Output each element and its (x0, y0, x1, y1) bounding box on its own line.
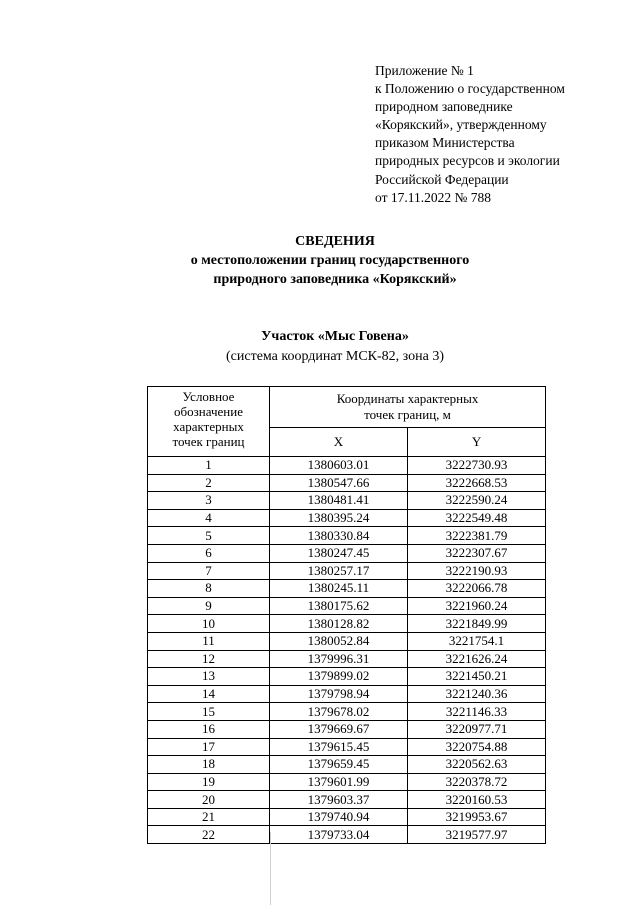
appendix-line: «Корякский», утвержденному (375, 117, 547, 133)
header-line: Координаты характерных (336, 391, 479, 406)
table-row (148, 756, 546, 774)
x-coordinate-cell: 1379615.45 (270, 738, 408, 756)
y-coordinate-cell: 3221626.24 (408, 650, 546, 668)
y-coordinate-cell: 3221146.33 (408, 703, 546, 721)
x-coordinate-cell: 1380052.84 (270, 632, 408, 650)
y-coordinate-cell: 3222307.67 (408, 544, 546, 562)
y-coordinate-cell: 3219953.67 (408, 808, 546, 826)
x-coordinate-cell: 1379659.45 (270, 756, 408, 774)
y-coordinate-cell: 3219577.97 (408, 826, 546, 844)
table-row (148, 509, 546, 527)
table-row (148, 720, 546, 738)
table-row (148, 562, 546, 580)
title-subline: о местоположении границ государственного (190, 253, 470, 268)
point-number-cell: 8 (148, 580, 270, 598)
point-number-cell: 9 (148, 597, 270, 615)
point-number-cell: 18 (148, 756, 270, 774)
x-coordinate-cell: 1380481.41 (270, 492, 408, 510)
x-coordinate-cell: 1379996.31 (270, 650, 408, 668)
table-row (148, 597, 546, 615)
y-coordinate-cell: 3222730.93 (408, 457, 546, 475)
table-row (148, 492, 546, 510)
point-number-cell: 4 (148, 509, 270, 527)
appendix-line: Российской Федерации (375, 171, 509, 187)
appendix-line: от 17.11.2022 № 788 (375, 189, 491, 205)
table-row (148, 738, 546, 756)
coordinate-system: (система координат МСК-82, зона 3) (226, 349, 444, 364)
table-row (148, 773, 546, 791)
table-row (148, 808, 546, 826)
coordinates-table (147, 386, 546, 844)
y-coordinate-cell: 3220562.63 (408, 756, 546, 774)
y-coordinate-cell: 3222381.79 (408, 527, 546, 545)
table-row (148, 685, 546, 703)
x-coordinate-cell: 1380257.17 (270, 562, 408, 580)
x-coordinate-cell: 1379798.94 (270, 685, 408, 703)
x-coordinate-cell: 1380330.84 (270, 527, 408, 545)
table-row (148, 527, 546, 545)
x-coordinate-cell: 1380128.82 (270, 615, 408, 633)
appendix-line: Приложение № 1 (375, 63, 474, 78)
table-row (148, 474, 546, 492)
point-number-cell: 3 (148, 492, 270, 510)
y-coordinate-cell: 3220977.71 (408, 720, 546, 738)
table-row (148, 580, 546, 598)
y-coordinate-cell: 3221849.99 (408, 615, 546, 633)
table-row (148, 544, 546, 562)
point-number-cell: 13 (148, 668, 270, 686)
y-coordinate-cell: 3221754.1 (408, 632, 546, 650)
point-number-cell: 21 (148, 808, 270, 826)
point-number-cell: 20 (148, 791, 270, 809)
y-coordinate-cell: 3220160.53 (408, 791, 546, 809)
x-coordinate-cell: 1380245.11 (270, 580, 408, 598)
point-number-cell: 7 (148, 562, 270, 580)
table-row (148, 457, 546, 475)
appendix-line: природных ресурсов и экологии (375, 153, 560, 169)
y-coordinate-cell: 3221240.36 (408, 685, 546, 703)
x-coordinate-cell: 1379678.02 (270, 703, 408, 721)
point-label-header (148, 387, 270, 457)
x-coordinate-cell: 1379899.02 (270, 668, 408, 686)
coordinates-header (270, 387, 546, 428)
point-number-cell: 15 (148, 703, 270, 721)
appendix-reference (375, 62, 625, 207)
point-number-cell: 14 (148, 685, 270, 703)
header-line: точек границ (172, 434, 245, 449)
point-number-cell: 11 (148, 632, 270, 650)
x-coordinate-cell: 1380395.24 (270, 509, 408, 527)
y-coordinate-cell: 3222668.53 (408, 474, 546, 492)
section-name: Участок «Мыс Говена» (261, 329, 409, 344)
point-number-cell: 6 (148, 544, 270, 562)
table-row (148, 791, 546, 809)
table-row (148, 615, 546, 633)
point-number-cell: 12 (148, 650, 270, 668)
point-number-cell: 5 (148, 527, 270, 545)
table-body (148, 457, 546, 844)
table-row (148, 826, 546, 844)
y-coordinate-cell: 3221450.21 (408, 668, 546, 686)
header-line: характерных (173, 419, 244, 434)
appendix-line: приказом Министерства (375, 135, 515, 151)
point-number-cell: 17 (148, 738, 270, 756)
section-heading (0, 327, 640, 367)
y-header: Y (408, 428, 546, 457)
x-coordinate-cell: 1379669.67 (270, 720, 408, 738)
y-coordinate-cell: 3221960.24 (408, 597, 546, 615)
table-row (148, 668, 546, 686)
header-line: точек границ, м (364, 407, 451, 422)
appendix-line: к Положению о государственном (375, 81, 565, 97)
point-number-cell: 1 (148, 457, 270, 475)
point-number-cell: 2 (148, 474, 270, 492)
point-number-cell: 10 (148, 615, 270, 633)
title-subline: природного заповедника «Корякский» (213, 272, 457, 287)
title-heading: СВЕДЕНИЯ (295, 234, 375, 249)
x-coordinate-cell: 1379740.94 (270, 808, 408, 826)
y-coordinate-cell: 3220754.88 (408, 738, 546, 756)
point-number-cell: 16 (148, 720, 270, 738)
table-row (148, 632, 546, 650)
scan-fold-line (270, 832, 271, 905)
x-coordinate-cell: 1380175.62 (270, 597, 408, 615)
document-title (0, 232, 640, 289)
header-line: обозначение (174, 404, 243, 419)
table-row (148, 703, 546, 721)
x-coordinate-cell: 1379603.37 (270, 791, 408, 809)
x-coordinate-cell: 1380247.45 (270, 544, 408, 562)
appendix-line: природном заповеднике (375, 99, 513, 115)
table-row (148, 650, 546, 668)
point-number-cell: 22 (148, 826, 270, 844)
y-coordinate-cell: 3222590.24 (408, 492, 546, 510)
point-number-cell: 19 (148, 773, 270, 791)
header-line: Условное (182, 389, 235, 404)
y-coordinate-cell: 3220378.72 (408, 773, 546, 791)
x-header: X (270, 428, 408, 457)
y-coordinate-cell: 3222066.78 (408, 580, 546, 598)
x-coordinate-cell: 1379733.04 (270, 826, 408, 844)
x-coordinate-cell: 1380547.66 (270, 474, 408, 492)
y-coordinate-cell: 3222190.93 (408, 562, 546, 580)
x-coordinate-cell: 1379601.99 (270, 773, 408, 791)
x-coordinate-cell: 1380603.01 (270, 457, 408, 475)
y-coordinate-cell: 3222549.48 (408, 509, 546, 527)
